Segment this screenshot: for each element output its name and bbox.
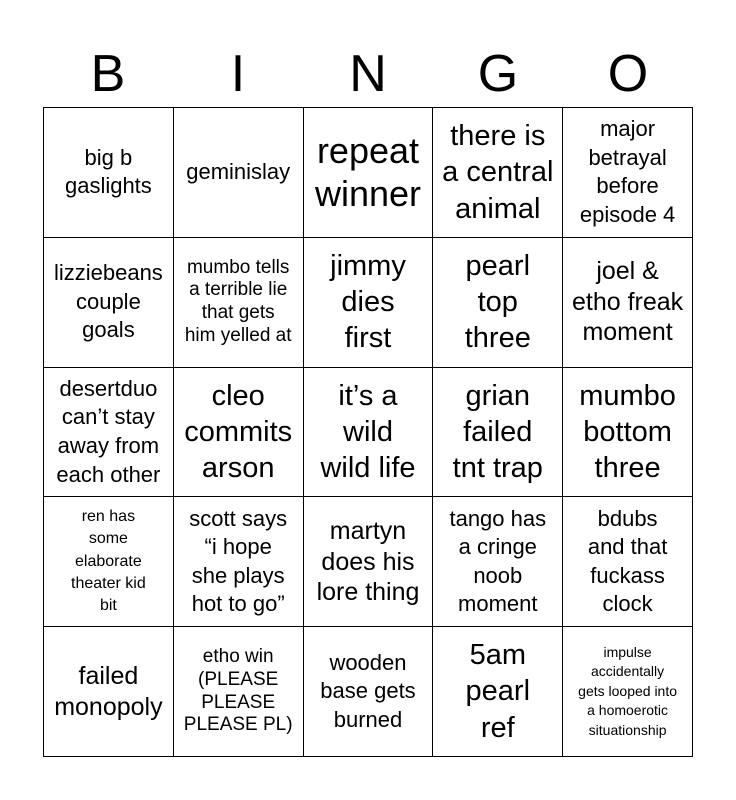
bingo-cell[interactable]: lizziebeans couple goals — [44, 238, 174, 368]
bingo-cell[interactable]: impulse accidentally gets looped into a homoerotic situationship — [563, 627, 693, 757]
bingo-cell[interactable]: bdubs and that fuckass clock — [563, 497, 693, 627]
bingo-cell[interactable]: cleo commits arson — [174, 368, 304, 498]
bingo-cell[interactable]: wooden base gets burned — [304, 627, 434, 757]
bingo-cell[interactable]: jimmy dies first — [304, 238, 434, 368]
header-letter-i: I — [230, 45, 246, 103]
header-letter-g: G — [477, 45, 519, 103]
bingo-cell[interactable]: ren has some elaborate theater kid bit — [44, 497, 174, 627]
bingo-cell[interactable]: tango has a cringe noob moment — [433, 497, 563, 627]
bingo-cell[interactable]: major betrayal before episode 4 — [563, 108, 693, 238]
header-letter-o: O — [607, 45, 649, 103]
bingo-cell[interactable]: joel & etho freak moment — [563, 238, 693, 368]
bingo-board — [43, 107, 693, 757]
bingo-cell[interactable]: it’s a wild wild life — [304, 368, 434, 498]
bingo-cell[interactable]: 5am pearl ref — [433, 627, 563, 757]
bingo-cell[interactable]: martyn does his lore thing — [304, 497, 434, 627]
bingo-cell[interactable]: mumbo bottom three — [563, 368, 693, 498]
header-letter-b: B — [90, 45, 126, 103]
bingo-cell[interactable]: pearl top three — [433, 238, 563, 368]
bingo-cell[interactable]: scott says “i hope she plays hot to go” — [174, 497, 304, 627]
bingo-header — [43, 40, 693, 108]
bingo-cell[interactable]: mumbo tells a terrible lie that gets him yelled at — [174, 238, 304, 368]
bingo-cell[interactable]: desertduo can’t stay away from each other — [44, 368, 174, 498]
bingo-cell[interactable]: geminislay — [174, 108, 304, 238]
header-letter-n: N — [349, 45, 387, 103]
bingo-cell[interactable]: grian failed tnt trap — [433, 368, 563, 498]
bingo-cell[interactable]: failed monopoly — [44, 627, 174, 757]
bingo-cell[interactable]: repeat winner — [304, 108, 434, 238]
bingo-cell[interactable]: etho win (PLEASE PLEASE PLEASE PL) — [174, 627, 304, 757]
bingo-cell[interactable]: there is a central animal — [433, 108, 563, 238]
bingo-cell[interactable]: big b gaslights — [44, 108, 174, 238]
